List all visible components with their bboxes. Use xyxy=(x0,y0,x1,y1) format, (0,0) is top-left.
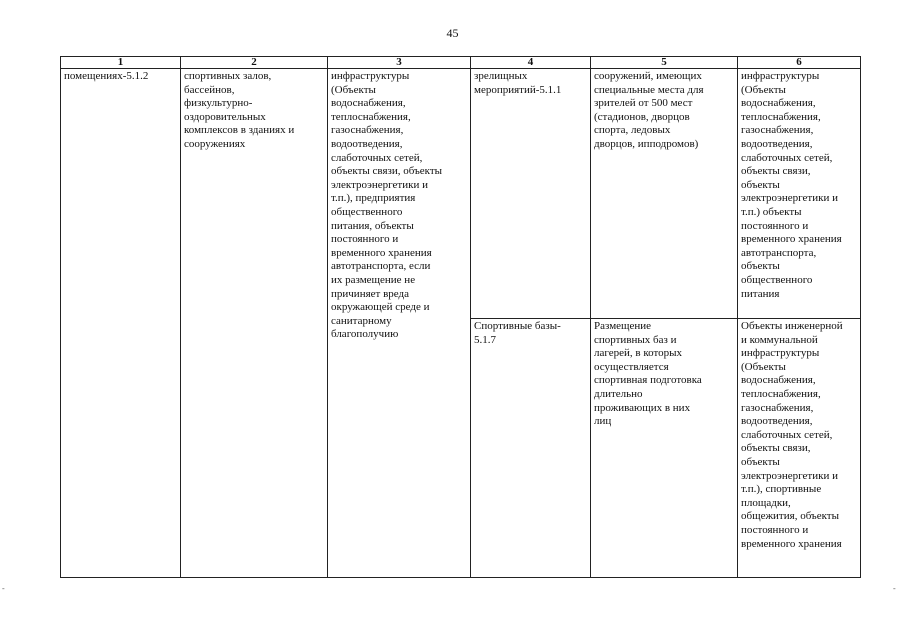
cell-entertainment-description: сооружений, имеющих специальные места для зрителей от 500 мест (стадионов, дворцов спорта, ледовых дворцов, ипподромов) xyxy=(591,69,738,319)
page-number: 45 xyxy=(446,26,459,40)
column-header-5: 5 xyxy=(591,57,738,69)
column-header-4: 4 xyxy=(471,57,591,69)
cell-entertainment-code: зрелищных мероприятий-5.1.1 xyxy=(471,69,591,319)
column-header-3: 3 xyxy=(328,57,471,69)
column-header-1: 1 xyxy=(61,57,181,69)
cell-entertainment-auxiliary: инфраструктуры (Объекты водоснабжения, теплоснабжения, газоснабжения, водоотведения, слаботочных сетей, объекты связи, объекты электроэнергетики и т.п.) объекты постоянного и временного хранения автотранспорта, объекты общественного питания xyxy=(738,69,861,319)
cell-sports-base-description: Размещение спортивных баз и лагерей, в которых осуществляется спортивная подготовка длительно проживающих в них лиц xyxy=(591,319,738,578)
cell-sports-base-auxiliary: Объекты инженерной и коммунальной инфраструктуры (Объекты водоснабжения, теплоснабжения, газоснабжения, водоотведения, слаботочных сетей, объекты связи, объекты электроэнергетики и т.п.), спортивные площадки, общежития, объекты постоянного и временного хранения xyxy=(738,319,861,578)
cell-sports-base-code: Спортивные базы- 5.1.7 xyxy=(471,319,591,578)
land-use-table xyxy=(60,56,861,578)
scan-mark-right: - xyxy=(893,584,896,593)
table-row xyxy=(61,69,861,319)
cell-auxiliary-uses: инфраструктуры (Объекты водоснабжения, теплоснабжения, газоснабжения, водоотведения, слаботочных сетей, объекты связи, объекты электроэнергетики и т.п.), предприятия общественного питания, объекты постоянного и временного хранения автотранспорта, если их размещение не причиняет вреда окружающей среде и санитарному благополучию xyxy=(328,69,471,578)
column-header-6: 6 xyxy=(738,57,861,69)
column-header-2: 2 xyxy=(181,57,328,69)
cell-description: спортивных залов, бассейнов, физкультурно- оздоровительных комплексов в зданиях и сооружениях xyxy=(181,69,328,578)
cell-land-use-type: помещениях-5.1.2 xyxy=(61,69,181,578)
scan-mark-left: - xyxy=(2,584,5,593)
header-row xyxy=(61,57,861,69)
